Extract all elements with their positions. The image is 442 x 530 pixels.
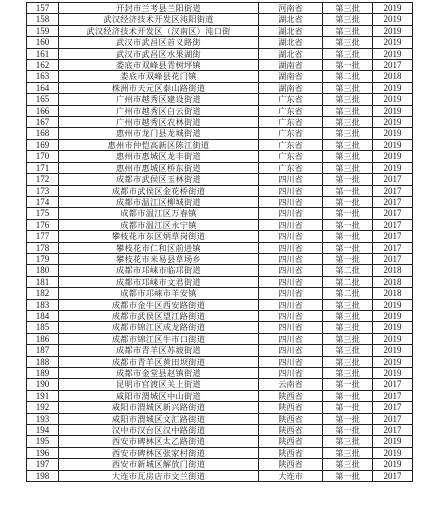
row-number-cell: 176 [27,219,59,230]
street-name-cell: 武汉市武昌区首义路街 [59,37,259,48]
year-cell: 2019 [373,117,413,128]
year-cell: 2019 [373,25,413,36]
street-name-cell: 西安市新城区解放门街道 [59,459,259,470]
year-cell: 2019 [373,94,413,105]
street-name-cell: 惠州市龙门县龙城街道 [59,128,259,139]
street-name-cell: 娄底市双峰县青树坪镇 [59,60,259,71]
province-cell: 广东省 [259,128,323,139]
province-cell: 四川省 [259,310,323,321]
document-page [26,2,412,482]
table-row [27,379,413,390]
row-number-cell: 185 [27,322,59,333]
batch-cell: 第三批 [323,3,373,14]
batch-cell: 第一批 [323,470,373,481]
province-cell: 四川省 [259,242,323,253]
year-cell: 2018 [373,276,413,287]
street-name-cell: 西安市碑林区张家村街道 [59,447,259,458]
year-cell: 2017 [373,253,413,264]
batch-cell: 第三批 [323,48,373,59]
street-name-cell: 攀枝花市仁和区前进镇 [59,242,259,253]
batch-cell: 第二批 [323,276,373,287]
table-row [27,345,413,356]
row-number-cell: 189 [27,368,59,379]
row-number-cell: 157 [27,3,59,14]
row-number-cell: 198 [27,470,59,481]
province-cell: 四川省 [259,231,323,242]
year-cell: 2017 [373,196,413,207]
table-row [27,402,413,413]
street-name-cell: 开封市兰考县兰阳街道 [59,3,259,14]
table-row [27,128,413,139]
table-row [27,151,413,162]
row-number-cell: 169 [27,139,59,150]
province-cell: 湖北省 [259,37,323,48]
batch-cell: 第三批 [323,117,373,128]
year-cell: 2019 [373,368,413,379]
table-body [27,3,413,482]
table-row [27,276,413,287]
table-row [27,71,413,82]
batch-cell: 第三批 [323,333,373,344]
batch-cell: 第三批 [323,37,373,48]
street-name-cell: 汉中市汉台区汉中路街道 [59,425,259,436]
year-cell: 2019 [373,322,413,333]
province-cell: 四川省 [259,208,323,219]
table-row [27,219,413,230]
province-cell: 广东省 [259,117,323,128]
row-number-cell: 193 [27,413,59,424]
row-number-cell: 167 [27,117,59,128]
row-number-cell: 158 [27,14,59,25]
batch-cell: 第一批 [323,402,373,413]
year-cell: 2019 [373,356,413,367]
batch-cell: 第三批 [323,459,373,470]
year-cell: 2019 [373,3,413,14]
province-cell: 湖北省 [259,48,323,59]
batch-cell: 第二批 [323,288,373,299]
row-number-cell: 183 [27,299,59,310]
year-cell: 2017 [373,390,413,401]
province-cell: 四川省 [259,219,323,230]
street-name-cell: 成都市武侯区望江路街道 [59,310,259,321]
province-cell: 广东省 [259,162,323,173]
province-cell: 四川省 [259,276,323,287]
table-row [27,139,413,150]
year-cell: 2019 [373,436,413,447]
table-row [27,436,413,447]
batch-cell: 第一批 [323,390,373,401]
batch-cell: 第三批 [323,14,373,25]
batch-cell: 第一批 [323,413,373,424]
year-cell: 2017 [373,379,413,390]
batch-cell: 第一批 [323,208,373,219]
province-cell: 四川省 [259,174,323,185]
row-number-cell: 177 [27,231,59,242]
batch-cell: 第三批 [323,25,373,36]
province-cell: 陕西省 [259,425,323,436]
street-name-cell: 成都市金牛区西安路街道 [59,299,259,310]
street-name-cell: 娄底市双峰县花门镇 [59,71,259,82]
province-cell: 广东省 [259,139,323,150]
row-number-cell: 186 [27,333,59,344]
province-cell: 广东省 [259,94,323,105]
batch-cell: 第三批 [323,345,373,356]
table-row [27,390,413,401]
province-cell: 四川省 [259,288,323,299]
year-cell: 2019 [373,82,413,93]
year-cell: 2019 [373,299,413,310]
year-cell: 2018 [373,288,413,299]
year-cell: 2019 [373,345,413,356]
street-name-cell: 成都市邛崃市羊安镇 [59,288,259,299]
row-number-cell: 178 [27,242,59,253]
year-cell: 2019 [373,151,413,162]
table-row [27,447,413,458]
row-number-cell: 187 [27,345,59,356]
row-number-cell: 181 [27,276,59,287]
street-name-cell: 惠州市仲恺高新区陈江街道 [59,139,259,150]
table-row [27,82,413,93]
table-row [27,185,413,196]
year-cell: 2018 [373,265,413,276]
batch-cell: 第三批 [323,322,373,333]
batch-cell: 第一批 [323,253,373,264]
province-cell: 湖南省 [259,71,323,82]
row-number-cell: 195 [27,436,59,447]
street-name-cell: 株洲市天元区泰山路街道 [59,82,259,93]
province-cell: 陕西省 [259,459,323,470]
batch-cell: 第三批 [323,128,373,139]
street-name-cell: 成都市邛崃市临邛街道 [59,265,259,276]
year-cell: 2019 [373,333,413,344]
year-cell: 2019 [373,48,413,59]
street-name-cell: 广州市越秀区白云街道 [59,105,259,116]
table-row [27,322,413,333]
province-cell: 四川省 [259,253,323,264]
batch-cell: 第一批 [323,231,373,242]
row-number-cell: 175 [27,208,59,219]
row-number-cell: 168 [27,128,59,139]
year-cell: 2017 [373,413,413,424]
street-name-cell: 攀枝花市东区炳草岗街道 [59,231,259,242]
batch-cell: 第三批 [323,151,373,162]
street-name-cell: 咸阳市渭城区文汇路街道 [59,413,259,424]
year-cell: 2017 [373,185,413,196]
batch-cell: 第三批 [323,447,373,458]
street-name-cell: 成都市武侯区玉林街道 [59,174,259,185]
row-number-cell: 160 [27,37,59,48]
row-number-cell: 196 [27,447,59,458]
batch-cell: 第三批 [323,139,373,150]
batch-cell: 第一批 [323,425,373,436]
row-number-cell: 179 [27,253,59,264]
table-row [27,231,413,242]
batch-cell: 第三批 [323,356,373,367]
year-cell: 2017 [373,174,413,185]
province-cell: 陕西省 [259,390,323,401]
batch-cell: 第三批 [323,436,373,447]
street-name-cell: 成都市温江区永宁镇 [59,219,259,230]
street-name-cell: 咸阳市渭城区中山街道 [59,390,259,401]
table-row [27,3,413,14]
table-row [27,425,413,436]
street-name-cell: 成都市金堂县赵镇街道 [59,368,259,379]
table-row [27,162,413,173]
year-cell: 2019 [373,459,413,470]
row-number-cell: 161 [27,48,59,59]
row-number-cell: 180 [27,265,59,276]
row-number-cell: 162 [27,60,59,71]
street-name-cell: 攀枝花市米易县草场乡 [59,253,259,264]
street-name-cell: 惠州市惠城区龙丰街道 [59,151,259,162]
row-number-cell: 163 [27,71,59,82]
batch-cell: 第三批 [323,82,373,93]
row-number-cell: 194 [27,425,59,436]
street-name-cell: 成都市温江区万春镇 [59,208,259,219]
row-number-cell: 166 [27,105,59,116]
province-cell: 陕西省 [259,436,323,447]
street-name-cell: 广州市越秀区建设街道 [59,94,259,105]
row-number-cell: 159 [27,25,59,36]
year-cell: 2019 [373,162,413,173]
batch-cell: 第一批 [323,196,373,207]
street-name-cell: 武汉经济技术开发区（汉南区）沌口街 [59,25,259,36]
batch-cell: 第二批 [323,71,373,82]
row-number-cell: 191 [27,390,59,401]
province-cell: 四川省 [259,345,323,356]
row-number-cell: 182 [27,288,59,299]
province-cell: 大连市 [259,470,323,481]
street-name-cell: 成都市青羊区黄田坝街道 [59,356,259,367]
year-cell: 2017 [373,219,413,230]
table-row [27,356,413,367]
year-cell: 2019 [373,447,413,458]
province-cell: 云南省 [259,379,323,390]
year-cell: 2017 [373,425,413,436]
row-number-cell: 170 [27,151,59,162]
table-row [27,413,413,424]
table-row [27,470,413,481]
province-cell: 湖北省 [259,25,323,36]
province-cell: 四川省 [259,356,323,367]
street-name-cell: 广州市越秀区农林街道 [59,117,259,128]
batch-cell: 第一批 [323,60,373,71]
batch-cell: 第一批 [323,174,373,185]
province-cell: 广东省 [259,151,323,162]
province-cell: 湖南省 [259,82,323,93]
table-row [27,459,413,470]
row-number-cell: 164 [27,82,59,93]
street-name-cell: 成都市温江区柳城街道 [59,196,259,207]
table-row [27,253,413,264]
street-name-cell: 咸阳市渭城区新兴路街道 [59,402,259,413]
year-cell: 2019 [373,105,413,116]
street-name-cell: 西安市碑林区太乙路街道 [59,436,259,447]
street-name-cell: 武汉市武昌区水果湖街 [59,48,259,59]
row-number-cell: 192 [27,402,59,413]
table-row [27,25,413,36]
year-cell: 2018 [373,71,413,82]
street-name-cell: 成都市邛崃市文君街道 [59,276,259,287]
province-cell: 四川省 [259,333,323,344]
province-cell: 四川省 [259,299,323,310]
row-number-cell: 190 [27,379,59,390]
street-name-cell: 武汉经济技术开发区沌阳街道 [59,14,259,25]
province-cell: 陕西省 [259,447,323,458]
row-number-cell: 174 [27,196,59,207]
province-cell: 湖南省 [259,60,323,71]
table-row [27,333,413,344]
row-number-cell: 188 [27,356,59,367]
year-cell: 2017 [373,402,413,413]
table-row [27,174,413,185]
table-row [27,368,413,379]
year-cell: 2017 [373,208,413,219]
year-cell: 2017 [373,231,413,242]
year-cell: 2017 [373,242,413,253]
street-name-cell: 昆明市官渡区关上街道 [59,379,259,390]
year-cell: 2017 [373,60,413,71]
batch-cell: 第三批 [323,94,373,105]
year-cell: 2019 [373,139,413,150]
table-row [27,105,413,116]
province-cell: 四川省 [259,265,323,276]
batch-cell: 第三批 [323,299,373,310]
table-row [27,242,413,253]
batch-cell: 第三批 [323,368,373,379]
province-cell: 陕西省 [259,413,323,424]
batch-cell: 第三批 [323,105,373,116]
street-name-cell: 成都市锦江区牛市口街道 [59,333,259,344]
year-cell: 2019 [373,128,413,139]
batch-cell: 第三批 [323,310,373,321]
table-row [27,310,413,321]
province-cell: 四川省 [259,322,323,333]
batch-cell: 第一批 [323,185,373,196]
batch-cell: 第一批 [323,242,373,253]
year-cell: 2019 [373,37,413,48]
province-cell: 陕西省 [259,402,323,413]
street-name-cell: 成都市武侯区金花桥街道 [59,185,259,196]
table-row [27,288,413,299]
row-number-cell: 173 [27,185,59,196]
table-row [27,265,413,276]
batch-cell: 第三批 [323,162,373,173]
street-name-cell: 成都市青羊区苏坡街道 [59,345,259,356]
province-cell: 四川省 [259,185,323,196]
row-number-cell: 197 [27,459,59,470]
row-number-cell: 171 [27,162,59,173]
street-name-cell: 惠州市惠城区桥东街道 [59,162,259,173]
table-row [27,14,413,25]
year-cell: 2017 [373,470,413,481]
street-name-cell: 成都市锦江区成龙路街道 [59,322,259,333]
row-number-cell: 172 [27,174,59,185]
province-cell: 四川省 [259,196,323,207]
row-number-cell: 165 [27,94,59,105]
batch-cell: 第一批 [323,379,373,390]
table-row [27,208,413,219]
table-row [27,94,413,105]
table-row [27,37,413,48]
province-cell: 湖北省 [259,14,323,25]
year-cell: 2019 [373,14,413,25]
province-cell: 广东省 [259,105,323,116]
batch-cell: 第二批 [323,265,373,276]
table-row [27,196,413,207]
province-cell: 四川省 [259,368,323,379]
street-name-cell: 大连市瓦房店市文兰街道 [59,470,259,481]
table-row [27,299,413,310]
table-row [27,60,413,71]
row-number-cell: 184 [27,310,59,321]
street-list-table [26,2,413,482]
year-cell: 2019 [373,310,413,321]
batch-cell: 第一批 [323,219,373,230]
table-row [27,48,413,59]
table-row [27,117,413,128]
province-cell: 河南省 [259,3,323,14]
